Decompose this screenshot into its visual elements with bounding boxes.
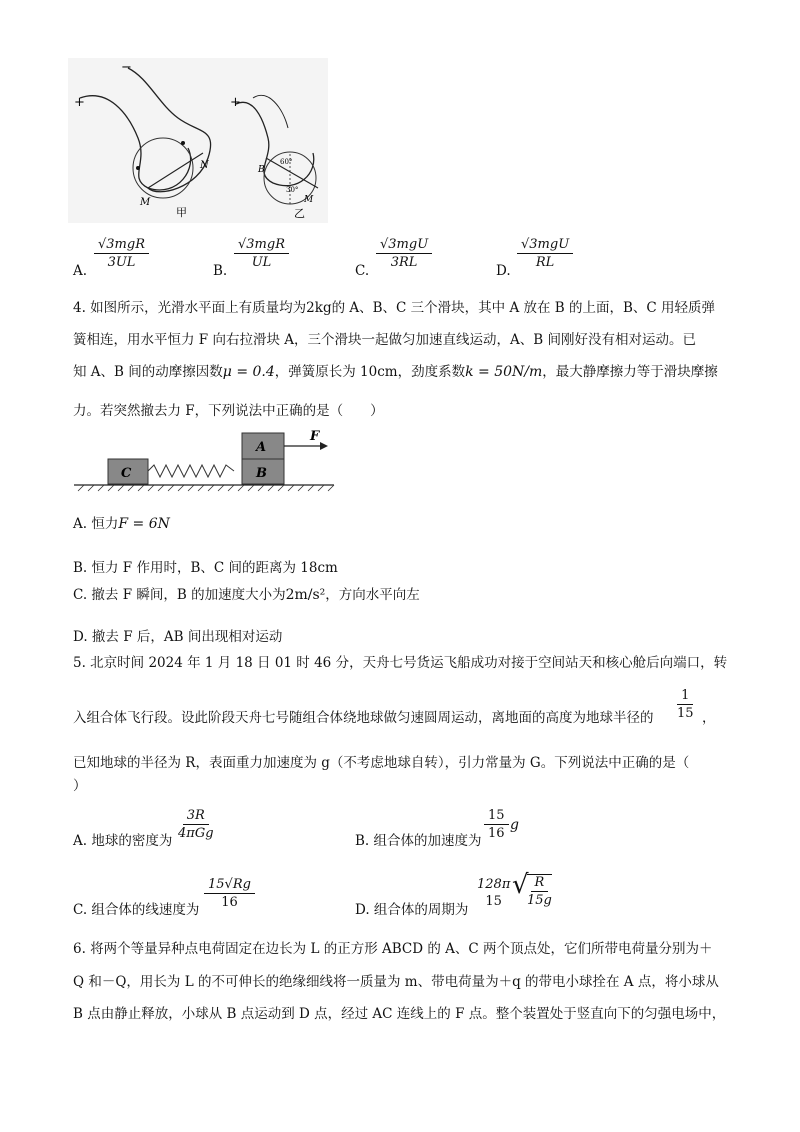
q5-option-c-fraction — [204, 877, 255, 910]
point-b: B — [258, 165, 265, 175]
q4-option-c-math: 2m/s² — [285, 587, 326, 603]
figure-jia-yi — [68, 58, 328, 223]
q4-option-c-text: C. 撤去 F 瞬间，B 的加速度大小为 — [73, 587, 286, 603]
block-a-label: A — [256, 440, 267, 455]
q6-line2: Q 和－Q，用长为 L 的不可伸长的绝缘细线将一质量为 m、带电荷量为＋q 的带电小球拴在 A 点，将小球从 — [73, 974, 719, 990]
q5-option-d-num: 128π — [477, 877, 511, 892]
q3-option-a-den: 3UL — [107, 255, 136, 270]
q5-line2-end: ， — [702, 710, 716, 726]
q5-option-d-rad-den: 15g — [527, 893, 552, 908]
q3-option-a-label: A. — [73, 263, 88, 279]
q4-line3-b: ，弹簧原长为 10cm，劲度系数 — [274, 364, 466, 380]
q6-line3: B 点由静止释放，小球从 B 点运动到 D 点，经过 AC 连线上的 F 点。整个装置处于竖直向下的匀强电场中， — [73, 1006, 726, 1022]
q4-line4: 力。若突然撤去力 F，下列说法中正确的是（ ） — [73, 403, 384, 419]
q4-line1: 4. 如图所示，光滑水平面上有质量均为2kg的 A、B、C 三个滑块，其中 A 放在 B 的上面，B、C 用轻质弹 — [73, 300, 716, 316]
q5-option-b-num: 15 — [484, 808, 509, 825]
q4-option-a-math: F = 6N — [118, 516, 170, 532]
q4-line2: 簧相连，用水平恒力 F 向右拉滑块 A，三个滑块一起做匀加速直线运动，A、B 间刚好没有相对运动。已 — [73, 332, 696, 348]
q5-option-d-rad-num: R — [531, 875, 549, 892]
q5-option-b-text: B. 组合体的加速度为 — [355, 833, 482, 849]
q4-k: k = 50N/m — [465, 364, 543, 380]
q5-option-a-den: 4πGg — [178, 826, 214, 841]
q5-option-a-num: 3R — [183, 808, 209, 825]
point-m-left: M — [140, 197, 151, 208]
q5-fraction-num: 1 — [677, 688, 693, 705]
q4-figure — [72, 424, 337, 492]
q4-line3-c: ，最大静摩擦力等于滑块摩擦 — [542, 364, 718, 380]
angle-60: 60° — [280, 158, 293, 166]
q5-line1: 5. 北京时间 2024 年 1 月 18 日 01 时 46 分，天舟七号货运飞船成功对接于空间站天和核心舱后向端口，转 — [73, 655, 728, 671]
q5-option-c-num: 15√Rg — [204, 877, 255, 894]
label-yi: 乙 — [294, 207, 305, 220]
q5-option-a-text: A. 地球的密度为 — [73, 833, 173, 849]
q5-option-d-radical-fraction — [527, 874, 552, 908]
q3-option-a-num: √3mgR — [94, 237, 149, 254]
minus-top: − — [121, 60, 132, 75]
q3-option-b-den: UL — [251, 255, 272, 270]
q5-option-d-text: D. 组合体的周期为 — [355, 902, 469, 918]
q5-fraction-den: 15 — [677, 706, 694, 721]
q5-option-d-fraction — [473, 877, 514, 909]
q4-option-c-tail: ，方向水平向左 — [325, 587, 420, 603]
q3-option-d-fraction — [517, 237, 573, 270]
q5-option-b-fraction — [484, 808, 509, 841]
point-n: N — [200, 160, 209, 171]
angle-30: 30° — [286, 186, 299, 194]
q5-option-b-den: 16 — [488, 826, 505, 841]
label-jia: 甲 — [176, 206, 187, 219]
block-b-label: B — [256, 466, 267, 481]
q4-option-c — [73, 585, 420, 605]
q4-line3-a: 知 A、B 间的动摩擦因数 — [73, 364, 223, 380]
q3-option-c-den: 3RL — [390, 255, 418, 270]
q5-option-b-tail: g — [510, 817, 519, 833]
point-m-right: M — [304, 195, 314, 205]
q4-mu: μ = 0.4 — [222, 364, 275, 380]
plus-left: + — [74, 95, 85, 110]
q3-option-b-num: √3mgR — [234, 237, 289, 254]
q3-option-b-fraction — [234, 237, 289, 270]
q4-option-a-text: A. 恒力 — [73, 516, 119, 532]
q6-line1: 6. 将两个等量异种点电荷固定在边长为 L 的正方形 ABCD 的 A、C 两个顶点处，它们所带电荷量分别为＋ — [73, 941, 713, 957]
block-c-label: C — [121, 466, 132, 481]
plus-right: + — [230, 95, 241, 110]
q4-line3 — [73, 362, 718, 382]
force-f-label: F — [310, 429, 320, 444]
q3-option-a-fraction — [94, 237, 149, 270]
q3-option-d-num: √3mgU — [517, 237, 573, 254]
q4-option-b: B. 恒力 F 作用时，B、C 间的距离为 18cm — [73, 560, 338, 576]
q5-option-a-fraction — [178, 808, 214, 841]
q5-option-d-radical-icon: √ — [512, 870, 529, 900]
q5-fraction — [677, 688, 694, 721]
q5-option-c-text: C. 组合体的线速度为 — [73, 902, 200, 918]
q3-option-d-den: RL — [535, 255, 555, 270]
q5-line3: 已知地球的半径为 R，表面重力加速度为 g（不考虑地球自转），引力常量为 G。下列说法中正确的是（ — [73, 755, 690, 771]
q3-option-c-num: √3mgU — [376, 237, 432, 254]
q5-option-d-den: 15 — [485, 894, 502, 909]
q5-line2: 入组合体飞行段。设此阶段天舟七号随组合体绕地球做匀速圆周运动，离地面的高度为地球半径的 — [73, 710, 654, 726]
q4-option-d: D. 撤去 F 后，AB 间出现相对运动 — [73, 629, 283, 645]
q3-option-c-label: C. — [355, 263, 370, 279]
q5-option-c-den: 16 — [221, 895, 238, 910]
q3-option-b-label: B. — [213, 263, 228, 279]
q3-option-c-fraction — [376, 237, 432, 270]
q3-option-d-label: D. — [496, 263, 511, 279]
q4-option-a — [73, 514, 170, 534]
q5-line4: ） — [73, 778, 87, 794]
